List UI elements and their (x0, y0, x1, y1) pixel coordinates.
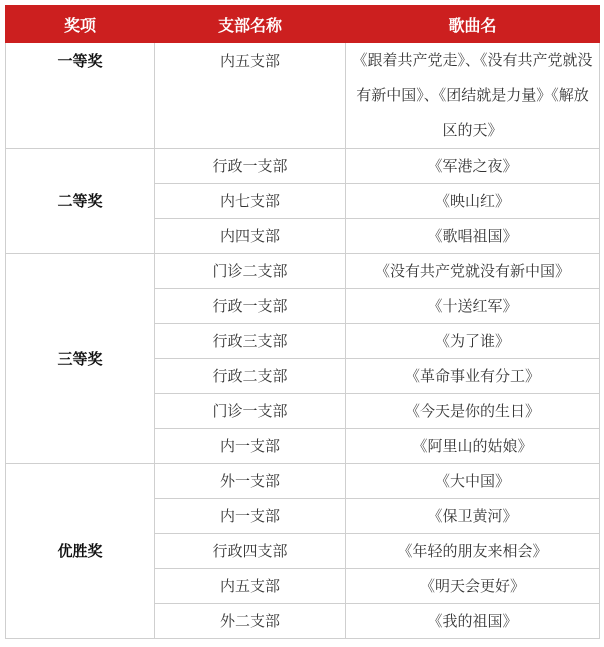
song-cell: 《保卫黄河》 (346, 499, 600, 534)
header-row (6, 6, 600, 43)
song-cell: 《军港之夜》 (346, 149, 600, 184)
song-cell: 《为了谁》 (346, 324, 600, 359)
song-cell: 《今天是你的生日》 (346, 394, 600, 429)
branch-cell: 内五支部 (155, 43, 346, 149)
table-row (6, 254, 600, 289)
song-cell: 《没有共产党就没有新中国》 (346, 254, 600, 289)
branch-cell: 外二支部 (155, 604, 346, 639)
branch-cell: 内四支部 (155, 219, 346, 254)
table-row (6, 464, 600, 499)
header-branch: 支部名称 (155, 6, 346, 43)
song-cell: 《明天会更好》 (346, 569, 600, 604)
branch-cell: 内一支部 (155, 499, 346, 534)
song-cell: 《年轻的朋友来相会》 (346, 534, 600, 569)
branch-cell: 行政二支部 (155, 359, 346, 394)
table-row (6, 149, 600, 184)
song-cell: 《十送红军》 (346, 289, 600, 324)
song-cell: 《我的祖国》 (346, 604, 600, 639)
header-award: 奖项 (6, 6, 155, 43)
song-cell: 《跟着共产党走》、《没有共产党就没有新中国》、《团结就是力量》《解放区的天》 (346, 43, 600, 149)
branch-cell: 门诊一支部 (155, 394, 346, 429)
song-cell: 《歌唱祖国》 (346, 219, 600, 254)
branch-cell: 外一支部 (155, 464, 346, 499)
branch-cell: 行政三支部 (155, 324, 346, 359)
branch-cell: 行政一支部 (155, 149, 346, 184)
award-tier-second: 二等奖 (6, 149, 155, 254)
award-table (5, 5, 600, 639)
award-tier-third: 三等奖 (6, 254, 155, 464)
award-tier-first: 一等奖 (6, 43, 155, 149)
branch-cell: 内七支部 (155, 184, 346, 219)
song-cell: 《阿里山的姑娘》 (346, 429, 600, 464)
song-cell: 《大中国》 (346, 464, 600, 499)
branch-cell: 内五支部 (155, 569, 346, 604)
header-song: 歌曲名 (346, 6, 600, 43)
table-body (6, 43, 600, 639)
table-row (6, 43, 600, 149)
song-cell: 《革命事业有分工》 (346, 359, 600, 394)
song-cell: 《映山红》 (346, 184, 600, 219)
branch-cell: 行政一支部 (155, 289, 346, 324)
branch-cell: 门诊二支部 (155, 254, 346, 289)
table-header (6, 6, 600, 43)
branch-cell: 行政四支部 (155, 534, 346, 569)
award-tier-excellence: 优胜奖 (6, 464, 155, 639)
branch-cell: 内一支部 (155, 429, 346, 464)
